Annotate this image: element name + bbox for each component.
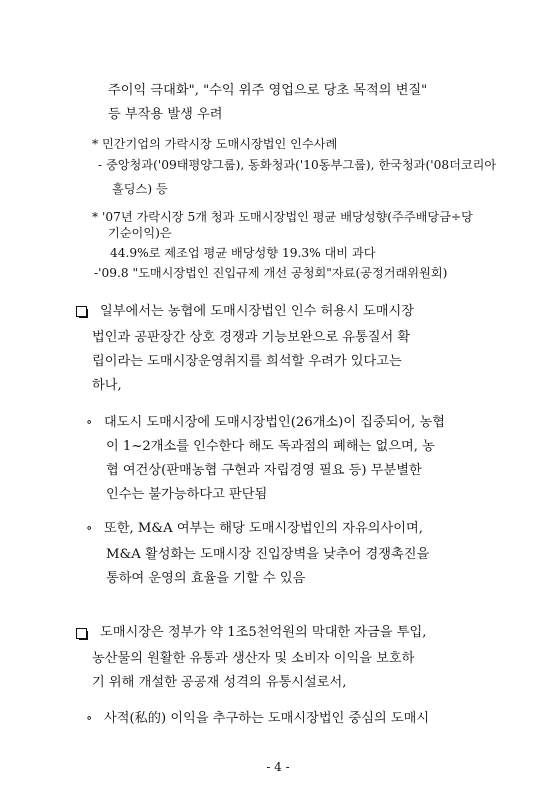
- note-line: 기순이익)은: [108, 226, 172, 240]
- note-line: - 중앙청과('09태평양그룹), 동화청과('10동부그룹), 한국청과('08더코리아: [98, 158, 497, 172]
- page-number: - 4 -: [266, 760, 290, 774]
- section-line: 일부에서는 농협에 도매시장법인 인수 허용시 도매시장: [100, 304, 414, 319]
- item-line: 인수는 불가능하다고 판단됨: [106, 487, 268, 502]
- text-line: 주이익 극대화", "수익 위주 영업으로 당초 목적의 변질": [108, 83, 428, 98]
- item-line: 또한, M&A 여부는 해당 도매시장법인의 자유의사이며,: [104, 521, 423, 536]
- circle-bullet-icon: ∘: [86, 415, 93, 430]
- note-line: 44.9%로 제조업 평균 배당성향 19.3% 대비 과다: [110, 246, 376, 260]
- section-line: 농산물의 원활한 유통과 생산자 및 소비자 이익을 보호하: [92, 651, 415, 666]
- checkbox-square-icon: [76, 628, 87, 639]
- circle-bullet-icon: ∘: [86, 711, 93, 726]
- item-line: M&A 활성화는 도매시장 진입장벽을 낮추어 경쟁촉진을: [106, 547, 430, 562]
- section-line: 기 위해 개설한 공공재 성격의 유통시설로서,: [92, 675, 347, 690]
- note-line: * '07년 가락시장 5개 청과 도매시장법인 평균 배당성향(주주배당금÷당: [92, 210, 473, 224]
- section-line: 하나,: [92, 378, 122, 393]
- item-line: 사적(私的) 이익을 추구하는 도매시장법인 중심의 도매시: [104, 711, 430, 726]
- note-line: -'09.8 "도매시장법인 진입규제 개선 공청회"자료(공정거래위원회): [94, 266, 448, 280]
- item-line: 대도시 도매시장에 도매시장법인(26개소)이 집중되어, 농협: [104, 415, 446, 430]
- section-line: 립이라는 도매시장운영취지를 희석할 우려가 있다고는: [92, 354, 402, 369]
- note-line: 홀딩스) 등: [112, 182, 168, 196]
- text-line: 등 부작용 발생 우려: [108, 107, 223, 122]
- item-line: 협 여건상(판매농협 구현과 자립경영 필요 등) 무분별한: [106, 463, 422, 478]
- item-line: 통하여 운영의 효율을 기할 수 있음: [106, 571, 306, 586]
- section-line: 법인과 공판장간 상호 경쟁과 기능보완으로 유통질서 확: [92, 330, 411, 345]
- item-line: 이 1~2개소를 인수한다 해도 독과점의 폐해는 없으며, 농: [106, 439, 435, 454]
- circle-bullet-icon: ∘: [86, 521, 93, 536]
- note-line: * 민간기업의 가락시장 도매시장법인 인수사례: [92, 137, 338, 151]
- section-line: 도매시장은 정부가 약 1조5천억원의 막대한 자금을 투입,: [100, 625, 427, 640]
- checkbox-square-icon: [76, 306, 87, 317]
